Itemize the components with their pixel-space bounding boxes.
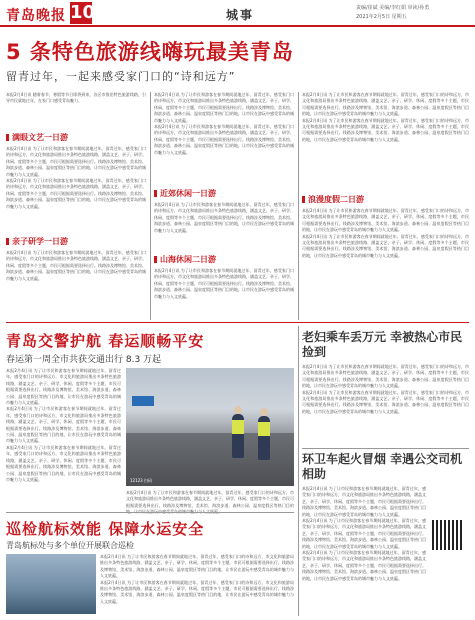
photo-caption: 12123 扫码 xyxy=(130,478,152,483)
harbor-photo xyxy=(6,554,96,614)
article2-headline: 青岛交警护航 春运顺畅平安 xyxy=(6,332,205,350)
route-label: 亲子研学一日游 xyxy=(12,237,68,246)
body-text: 本报2月4日讯 为了让市民和游客在春节期间就地过年、留青过年，感受家门口的诗和远方，市文化和旅游局推出多条特色旅游线路，涵盖文艺、亲子、研学、休闲、度假等多个主题，市民可根据需要选择出行。线路涉及博物馆、美术馆、海滨步道、森林公园、温泉度假区等热门目的地，让市民在游玩中感受青岛的城市魅力与人文底蕴。 xyxy=(302,389,469,414)
main-subheadline: 留青过年，一起来感受家门口的“诗和远方” xyxy=(6,70,236,83)
section-rule xyxy=(302,448,469,449)
body-text: 本报2月4日讯 为了让市民和游客在春节期间就地过年、留青过年，感受家门口的诗和远方，市文化和旅游局推出多条特色旅游线路，涵盖文艺、亲子、研学、休闲、度假等多个主题，市民可根据需要选择出行。线路涉及博物馆、美术馆、海滨步道、森林公园、温泉度假区等热门目的地，让市民在游玩中感受青岛的城市魅力与人文底蕴。 xyxy=(302,208,469,233)
body-text: 本报2月4日讯 为了让市民和游客在春节期间就地过年、留青过年，感受家门口的诗和远方，市文化和旅游局推出多条特色旅游线路，涵盖文艺、亲子、研学、休闲、度假等多个主题，市民可根据需要选择出行。线路涉及博物馆、美术馆、海滨步道、森林公园、温泉度假区等热门目的地，让市民在游玩中感受青岛的城市魅力与人文底蕴。 xyxy=(154,124,294,155)
route-label: 近郊休闲一日游 xyxy=(160,189,216,198)
route-heading-3 xyxy=(154,188,216,199)
route-heading-1 xyxy=(6,132,68,143)
body-text: 本报2月4日讯 为了让市民和游客在春节期间就地过年、留青过年，感受家门口的诗和远方，市文化和旅游局推出多条特色旅游线路，涵盖文艺、亲子、研学、休闲、度假等多个主题，市民可根据需要选择出行。线路涉及博物馆、美术馆、海滨步道、森林公园、温泉度假区等热门目的地，让市民在游玩中感受青岛的城市魅力与人文底蕴。 xyxy=(302,364,469,389)
body-text: 本报2月4日讯 为了让市民和游客在春节期间就地过年、留青过年，感受家门口的诗和远方，市文化和旅游局推出多条特色旅游线路，涵盖文艺、亲子、研学、休闲、度假等多个主题，市民可根据需要选择出行。线路涉及博物馆、美术馆、海滨步道、森林公园、温泉度假区等热门目的地，让市民在游玩中感受青岛的城市魅力与人文底蕴。 xyxy=(100,579,294,604)
officer-head xyxy=(260,408,268,416)
officer-vest xyxy=(258,422,270,436)
lead-paragraph: 本报2月4日讯 随着春节、寒假等节日即将到来，各区市推出特色旅游线路，引导市民就地过年，在家门口感受青岛魅力。 xyxy=(6,92,146,104)
column-divider xyxy=(150,92,151,320)
route-label: 浪漫度假二日游 xyxy=(308,195,364,204)
body-text: 本报2月4日讯 为了让市民和游客在春节期间就地过年、留青过年，感受家门口的诗和远方，市文化和旅游局推出多条特色旅游线路，涵盖文艺、亲子、研学、休闲、度假等多个主题，市民可根据需要选择出行。线路涉及博物馆、美术馆、海滨步道、森林公园、温泉度假区等热门目的地，让市民在游玩中感受青岛的城市魅力与人文底蕴。 xyxy=(302,486,426,517)
body-text: 本报2月4日讯 为了让市民和游客在春节期间就地过年、留青过年，感受家门口的诗和远方，市文化和旅游局推出多条特色旅游线路，涵盖文艺、亲子、研学、休闲、度假等多个主题，市民可根据需要选择出行。线路涉及博物馆、美术馆、海滨步道、森林公园、温泉度假区等热门目的地，让市民在游玩中感受青岛的城市魅力与人文底蕴。 xyxy=(6,368,121,406)
right-story2-body xyxy=(302,486,426,614)
right-story1-title: 老妇乘车丢万元 幸被热心市民捡到 xyxy=(302,330,463,359)
route-label: 满眼文艺一日游 xyxy=(12,133,68,142)
traffic-police-photo xyxy=(126,368,294,486)
route4-body xyxy=(154,268,294,318)
body-text: 本报2月4日讯 为了让市民和游客在春节期间就地过年、留青过年，感受家门口的诗和远方，市文化和旅游局推出多条特色旅游线路，涵盖文艺、亲子、研学、休闲、度假等多个主题，市民可根据需要选择出行。线路涉及博物馆、美术馆、海滨步道、森林公园、温泉度假区等热门目的地，让市民在游玩中感受青岛的城市魅力与人文底蕴。 xyxy=(6,250,146,281)
right-story2-title: 环卫车起火冒烟 幸遇公交司机相助 xyxy=(302,452,463,481)
body-text: 本报2月4日讯 为了让市民和游客在春节期间就地过年、留青过年，感受家门口的诗和远方，市文化和旅游局推出多条特色旅游线路，涵盖文艺、亲子、研学、休闲、度假等多个主题，市民可根据需要选择出行。线路涉及博物馆、美术馆、海滨步道、森林公园、温泉度假区等热门目的地，让市民在游玩中感受青岛的城市魅力与人文底蕴。 xyxy=(6,178,146,209)
body-text: 本报2月4日讯 为了让市民和游客在春节期间就地过年、留青过年，感受家门口的诗和远方，市文化和旅游局推出多条特色旅游线路，涵盖文艺、亲子、研学、休闲、度假等多个主题，市民可根据需要选择出行。线路涉及博物馆、美术馆、海滨步道、森林公园、温泉度假区等热门目的地，让市民在游玩中感受青岛的城市魅力与人文底蕴。 xyxy=(302,92,469,117)
main-headline: 5 条特色旅游线嗨玩最美青岛 xyxy=(6,40,294,64)
road-sign xyxy=(132,396,154,406)
route-heading-2 xyxy=(6,236,68,247)
section-rule xyxy=(6,512,294,513)
route1-body xyxy=(6,146,146,234)
body-text: 本报2月4日讯 为了让市民和游客在春节期间就地过年、留青过年，感受家门口的诗和远方，市文化和旅游局推出多条特色旅游线路，涵盖文艺、亲子、研学、休闲、度假等多个主题，市民可根据需要选择出行。线路涉及博物馆、美术馆、海滨步道、森林公园、温泉度假区等热门目的地，让市民在游玩中感受青岛的城市魅力与人文底蕴。 xyxy=(6,444,121,482)
article2-subheadline: 春运第一周全市共获交通出行 8.3 万起 xyxy=(6,355,162,365)
page-number: 10 xyxy=(70,2,96,23)
route-heading-5 xyxy=(302,194,364,205)
main-article-col3 xyxy=(302,92,469,192)
officer-vest xyxy=(232,420,244,434)
section-rule xyxy=(6,322,469,323)
section-title: 城事 xyxy=(226,8,255,22)
body-text: 本报2月4日讯 为了让市民和游客在春节期间就地过年、留青过年，感受家门口的诗和远方，市文化和旅游局推出多条特色旅游线路，涵盖文艺、亲子、研学、休闲、度假等多个主题，市民可根据需要选择出行。线路涉及博物馆、美术馆、海滨步道、森林公园、温泉度假区等热门目的地，让市民在游玩中感受青岛的城市魅力与人文底蕴。 xyxy=(6,406,121,444)
qr-code xyxy=(432,520,462,550)
body-text: 本报2月4日讯 为了让市民和游客在春节期间就地过年、留青过年，感受家门口的诗和远方，市文化和旅游局推出多条特色旅游线路，涵盖文艺、亲子、研学、休闲、度假等多个主题，市民可根据需要选择出行。线路涉及博物馆、美术馆、海滨步道、森林公园、温泉度假区等热门目的地，让市民在游玩中感受青岛的城市魅力与人文底蕴。 xyxy=(154,268,294,299)
route-label: 山海休闲二日游 xyxy=(160,255,216,264)
column-divider xyxy=(298,326,299,616)
column-divider xyxy=(298,92,299,320)
editor-credits: 责编/崔斌 美编/李红娟 审读/孙勇 xyxy=(356,5,430,11)
page-header xyxy=(0,0,475,26)
body-text: 本报2月4日讯 为了让市民和游客在春节期间就地过年、留青过年，感受家门口的诗和远方，市文化和旅游局推出多条特色旅游线路，涵盖文艺、亲子、研学、休闲、度假等多个主题，市民可根据需要选择出行。线路涉及博物馆、美术馆、海滨步道、森林公园、温泉度假区等热门目的地，让市民在游玩中感受青岛的城市魅力与人文底蕴。 xyxy=(100,554,294,579)
body-text: 本报2月4日讯 为了让市民和游客在春节期间就地过年、留青过年，感受家门口的诗和远方，市文化和旅游局推出多条特色旅游线路，涵盖文艺、亲子、研学、休闲、度假等多个主题，市民可根据需要选择出行。线路涉及博物馆、美术馆、海滨步道、森林公园、温泉度假区等热门目的地，让市民在游玩中感受青岛的城市魅力与人文底蕴。 xyxy=(302,233,469,258)
article2-col2 xyxy=(126,490,294,510)
issue-date: 2021年2月5日 星期五 xyxy=(356,14,407,20)
body-text: 本报2月4日讯 为了让市民和游客在春节期间就地过年、留青过年，感受家门口的诗和远方，市文化和旅游局推出多条特色旅游线路，涵盖文艺、亲子、研学、休闲、度假等多个主题，市民可根据需要选择出行。线路涉及博物馆、美术馆、海滨步道、森林公园、温泉度假区等热门目的地，让市民在游玩中感受青岛的城市魅力与人文底蕴。 xyxy=(154,202,294,233)
officer-head xyxy=(234,406,242,414)
route-heading-4 xyxy=(154,254,216,265)
body-text: 本报2月4日讯 为了让市民和游客在春节期间就地过年、留青过年，感受家门口的诗和远方，市文化和旅游局推出多条特色旅游线路，涵盖文艺、亲子、研学、休闲、度假等多个主题，市民可根据需要选择出行。线路涉及博物馆、美术馆、海滨步道、森林公园、温泉度假区等热门目的地，让市民在游玩中感受青岛的城市魅力与人文底蕴。 xyxy=(302,117,469,142)
body-text: 本报2月4日讯 为了让市民和游客在春节期间就地过年、留青过年，感受家门口的诗和远方，市文化和旅游局推出多条特色旅游线路，涵盖文艺、亲子、研学、休闲、度假等多个主题，市民可根据需要选择出行。线路涉及博物馆、美术馆、海滨步道、森林公园、温泉度假区等热门目的地，让市民在游玩中感受青岛的城市魅力与人文底蕴。 xyxy=(302,518,426,549)
main-article-col2 xyxy=(154,92,294,186)
article2-col1 xyxy=(6,368,121,508)
newspaper-logo: 青岛晚报 xyxy=(6,8,66,24)
article3-subheadline: 青岛航标处与多个单位开展联合巡检 xyxy=(6,541,134,550)
body-text: 本报2月4日讯 为了让市民和游客在春节期间就地过年、留青过年，感受家门口的诗和远方，市文化和旅游局推出多条特色旅游线路，涵盖文艺、亲子、研学、休闲、度假等多个主题，市民可根据需要选择出行。线路涉及博物馆、美术馆、海滨步道、森林公园、温泉度假区等热门目的 xyxy=(126,490,294,508)
header-rule xyxy=(0,25,475,27)
route3-body xyxy=(154,202,294,252)
body-text: 本报2月4日讯 为了让市民和游客在春节期间就地过年、留青过年，感受家门口的诗和远方，市文化和旅游局推出多条特色旅游线路，涵盖文艺、亲子、研学、休闲、度假等多个主题，市民可根据需要选择出行。线路涉及博物馆、美术馆、海滨步道、森林公园、温泉度假区等热门目的地，让市民在游玩中感受青岛的城市魅力与人文底蕴。 xyxy=(302,550,426,581)
route2-body xyxy=(6,250,146,318)
article3-body xyxy=(100,554,294,616)
route5-body xyxy=(302,208,469,318)
article3-headline: 巡检航标效能 保障水运安全 xyxy=(6,520,205,538)
body-text: 本报2月4日讯 为了让市民和游客在春节期间就地过年、留青过年，感受家门口的诗和远方，市文化和旅游局推出多条特色旅游线路，涵盖文艺、亲子、研学、休闲、度假等多个主题，市民可根据需要选择出行。线路涉及博物馆、美术馆、海滨步道、森林公园、温泉度假区等热门目的地，让市民在游玩中感受青岛的城市魅力与人文底蕴。 xyxy=(154,92,294,123)
body-text: 本报2月4日讯 为了让市民和游客在春节期间就地过年、留青过年，感受家门口的诗和远方，市文化和旅游局推出多条特色旅游线路，涵盖文艺、亲子、研学、休闲、度假等多个主题，市民可根据需要选择出行。线路涉及博物馆、美术馆、海滨步道、森林公园、温泉度假区等热门目的地，让市民在游玩中感受青岛的城市魅力与人文底蕴。 xyxy=(6,146,146,177)
right-story1-body xyxy=(302,364,469,446)
